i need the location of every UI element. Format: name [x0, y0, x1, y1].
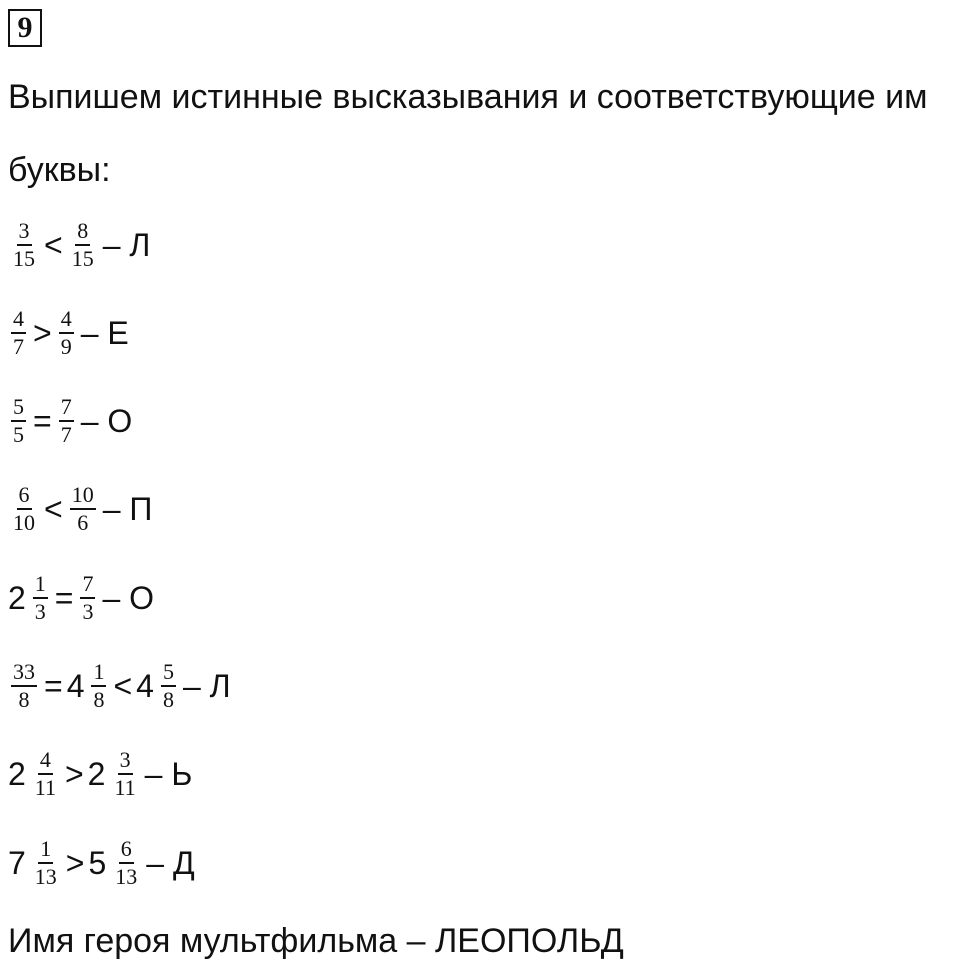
operator-text: >	[64, 755, 84, 792]
denominator: 15	[13, 246, 35, 271]
numerator: 7	[59, 394, 74, 422]
operator-text: – Д	[146, 844, 195, 881]
whole-number: 4	[66, 667, 85, 704]
numerator: 3	[17, 218, 32, 246]
numerator: 8	[75, 218, 90, 246]
fraction	[11, 482, 37, 536]
numerator: 1	[38, 836, 53, 864]
operator-text: <	[44, 226, 63, 263]
operator-text: >	[65, 844, 85, 881]
denominator: 3	[34, 599, 46, 624]
numerator: 6	[17, 482, 32, 510]
fraction	[113, 836, 139, 890]
answer-line: Имя героя мультфильма – ЛЕОПОЛЬД	[8, 922, 624, 960]
denominator: 6	[77, 510, 89, 535]
fraction	[70, 482, 96, 536]
numerator: 4	[11, 306, 26, 334]
numerator: 6	[119, 836, 134, 864]
statement-row	[8, 828, 199, 898]
numerator: 33	[11, 659, 37, 687]
operator-text: =	[54, 579, 74, 616]
operator-text: – Е	[80, 314, 129, 351]
denominator: 7	[60, 422, 72, 447]
fraction	[33, 571, 48, 625]
statement-row	[8, 298, 133, 368]
numerator: 7	[80, 571, 95, 599]
numerator: 5	[11, 394, 26, 422]
fraction	[70, 218, 96, 272]
denominator: 13	[34, 864, 57, 889]
whole-number: 4	[136, 667, 154, 704]
operator-text: – О	[102, 579, 155, 616]
fraction	[11, 218, 37, 272]
operator-text: >	[33, 314, 52, 351]
operator-text: – Л	[182, 667, 231, 704]
numerator: 4	[59, 306, 74, 334]
whole-number: 5	[88, 844, 107, 881]
statement-row	[8, 651, 235, 721]
statement-row	[8, 739, 196, 809]
numerator: 1	[91, 659, 106, 687]
task-number-box: 9	[8, 9, 42, 47]
denominator: 11	[34, 775, 56, 800]
numerator: 10	[70, 482, 96, 510]
intro-text-line-2: буквы:	[8, 151, 111, 189]
statement-row	[8, 474, 156, 544]
denominator: 15	[71, 246, 94, 271]
denominator: 7	[13, 334, 24, 359]
denominator: 8	[18, 687, 30, 712]
fraction	[11, 306, 26, 360]
whole-number: 2	[8, 579, 26, 616]
numerator: 1	[33, 571, 48, 599]
fraction	[112, 747, 137, 801]
denominator: 8	[162, 687, 174, 712]
operator-text: – О	[80, 402, 133, 439]
fraction	[59, 394, 74, 448]
denominator: 13	[115, 864, 138, 889]
operator-text: – Ь	[144, 755, 193, 792]
statement-row	[8, 210, 154, 280]
numerator: 5	[161, 659, 176, 687]
fraction	[11, 659, 37, 713]
fraction	[33, 747, 58, 801]
denominator: 3	[82, 599, 94, 624]
whole-number: 2	[8, 755, 26, 792]
denominator: 11	[114, 775, 136, 800]
whole-number: 7	[8, 844, 26, 881]
numerator: 4	[38, 747, 53, 775]
denominator: 9	[60, 334, 72, 359]
fraction	[59, 306, 74, 360]
operator-text: =	[33, 402, 52, 439]
whole-number: 2	[87, 755, 106, 792]
denominator: 10	[13, 510, 35, 535]
operator-text: <	[113, 667, 133, 704]
intro-text-line-1: Выпишем истинные высказывания и соответствующие им	[8, 78, 928, 116]
fraction	[11, 394, 26, 448]
statement-row	[8, 386, 136, 456]
fraction	[91, 659, 106, 713]
numerator: 3	[118, 747, 133, 775]
fraction	[33, 836, 59, 890]
fraction	[161, 659, 176, 713]
operator-text: =	[44, 667, 63, 704]
operator-text: – Л	[102, 226, 151, 263]
fraction	[80, 571, 95, 625]
operator-text: – П	[102, 490, 153, 527]
statement-row	[8, 563, 158, 633]
operator-text: <	[44, 490, 63, 527]
denominator: 5	[13, 422, 24, 447]
denominator: 8	[93, 687, 105, 712]
